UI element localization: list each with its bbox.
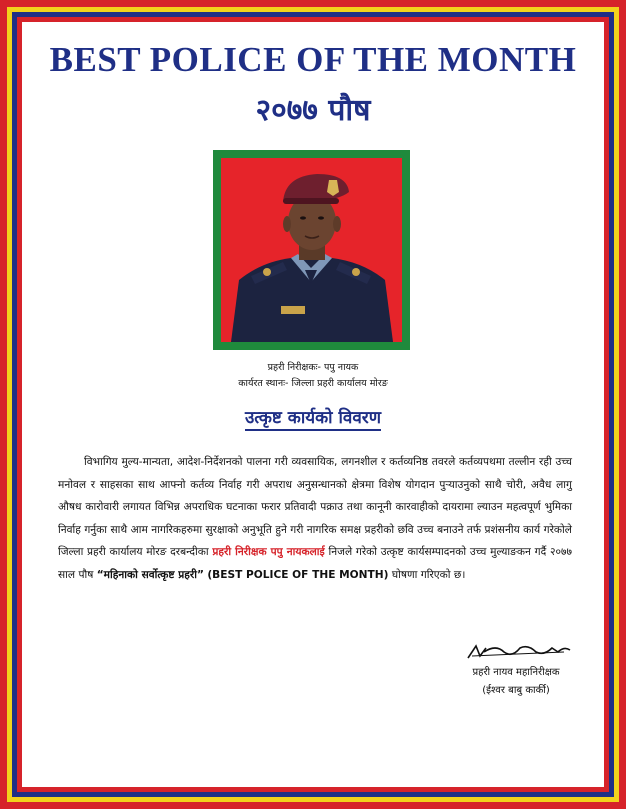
section-heading — [0, 405, 626, 428]
handwritten-signature — [446, 640, 586, 662]
poster-subtitle: २०७७ पौष — [255, 93, 371, 128]
citation-part1: विभागिय मुल्य-मान्यता, आदेश-निर्देशनको पालना गरी व्यवसायिक, लगनशील र कर्तव्यनिष्ठ तवरले कर्तव्यपथमा तल्लीन रही उच्च मनोवल र साहसका साथ आफ्नो कर्तव्य निर्वाह गरी अपराध अनुसन्धानको क्षेत्रमा विशेष योगदान पुर्‍याउनुको साथै चोरी, अवैध लागु औषध कारोवारी लगायत विभिन्न अपराधिक घटनाका फरार प्रतिवादी पक्राउ तथा कानूनी कारवाहीको दायरामा ल्याउन महत्वपूर्ण भुमिका निर्वाह गर्नुका साथै आम नागरिकहरुमा सुरक्षाको अनुभूति हुने गरी नागरिक समक्ष प्रहरीको छवि उच्च बनाउने तर्फ प्रशंसनीय कार्य गरेकोले जिल्ला प्रहरी कार्यालय मोरङ दरबन्दीका — [58, 456, 572, 558]
citation-officer-highlight: प्रहरी निरीक्षक पपु नायकलाई — [212, 546, 325, 558]
citation-end: घोषणा गरिएको छ। — [391, 568, 466, 581]
officer-rank-name: प्रहरी निरीक्षकः- पपु नायक — [267, 362, 359, 373]
officer-photo — [221, 158, 402, 342]
citation-part2: निजले गरेको उत्कृष्ट कार्यसम्पादनको उच्च मुल्याङकन गर्दै २०७७ साल पौष — [58, 546, 572, 581]
citation-award-english: (BEST POLICE OF THE MONTH) — [207, 568, 389, 581]
poster-title: BEST POLICE OF THE MONTH — [49, 40, 577, 79]
signatory-title: प्रहरी नायव महानिरीक्षक — [472, 667, 560, 678]
citation-paragraph — [58, 451, 572, 586]
signature-block — [446, 640, 586, 710]
officer-portrait-image — [221, 158, 402, 342]
officer-workplace: कार्यरत स्थानः- जिल्ला प्रहरी कार्यालय मोरङ — [238, 378, 388, 389]
section-heading-text: उत्कृष्ट कार्यको विवरण — [245, 408, 381, 431]
signatory-name: (ईश्वर बाबु कार्की) — [482, 685, 550, 696]
citation-award-quote: “महिनाको सर्वोत्कृष्ट प्रहरी” — [96, 568, 204, 581]
officer-photo-frame — [213, 150, 410, 350]
